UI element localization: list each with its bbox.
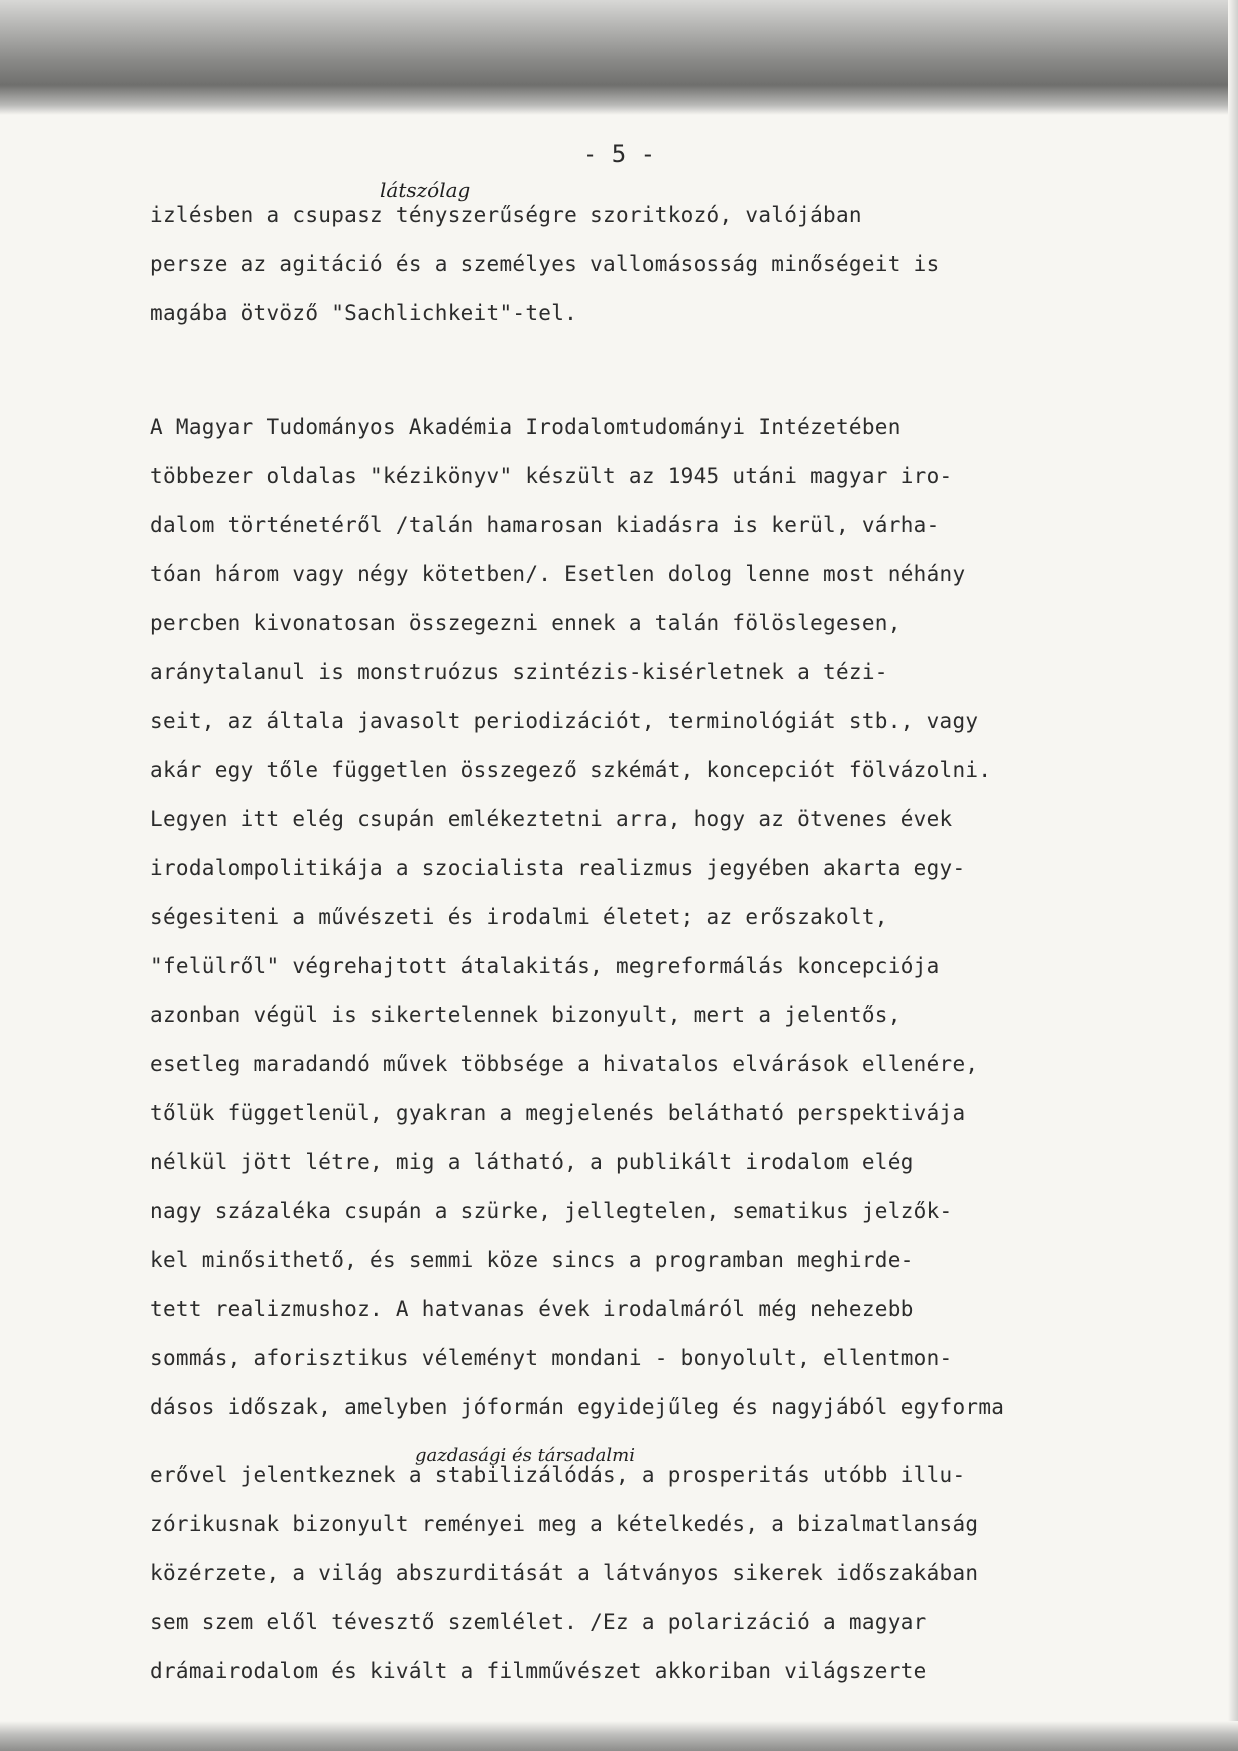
text-line: ségesiteni a művészeti és irodalmi életet; az erőszakolt, — [150, 905, 888, 929]
scan-top-margin — [0, 0, 1238, 115]
text-line: izlésben a csupasz tényszerűségre szoritkozó, valójában — [150, 203, 862, 227]
text-line: drámairodalom és kivált a filmművészet akkoriban világszerte — [150, 1659, 927, 1683]
text-line: közérzete, a világ abszurditását a látványos sikerek időszakában — [150, 1561, 979, 1585]
text-line: magába ötvöző "Sachlichkeit"-tel. — [150, 301, 578, 325]
text-line: sem szem elől tévesztő szemlélet. /Ez a polarizáció a magyar — [150, 1610, 927, 1634]
text-line: Legyen itt elég csupán emlékeztetni arra, hogy az ötvenes évek — [150, 807, 953, 831]
scan-right-margin — [1228, 0, 1238, 1751]
text-line: tóan három vagy négy kötetben/. Esetlen dolog lenne most néhány — [150, 562, 966, 586]
text-line: A Magyar Tudományos Akadémia Irodalomtudományi Intézetében — [150, 415, 901, 439]
text-line: kel minősithető, és semmi köze sincs a programban meghirde- — [150, 1248, 914, 1272]
text-line: nagy százaléka csupán a szürke, jellegtelen, sematikus jelzők- — [150, 1199, 953, 1223]
text-line: irodalompolitikája a szocialista realizmus jegyében akarta egy- — [150, 856, 966, 880]
text-line: akár egy tőle független összegező szkémát, koncepciót fölvázolni. — [150, 758, 992, 782]
text-line: nélkül jött létre, mig a látható, a publikált irodalom elég — [150, 1150, 914, 1174]
text-line: dásos időszak, amelyben jóformán egyidejűleg és nagyjából egyforma — [150, 1395, 1005, 1419]
scan-bottom-margin — [0, 1721, 1238, 1751]
text-line: esetleg maradandó művek többsége a hivatalos elvárások ellenére, — [150, 1052, 979, 1076]
text-line: zórikusnak bizonyult reményei meg a kételkedés, a bizalmatlanság — [150, 1512, 979, 1536]
text-line: tőlük függetlenül, gyakran a megjelenés belátható perspektivája — [150, 1101, 966, 1125]
page-number: - 5 - — [582, 140, 656, 168]
text-line: persze az agitáció és a személyes vallomásosság minőségeit is — [150, 252, 940, 276]
handwritten-annotation: gazdasági és társadalmi — [415, 1445, 635, 1466]
handwritten-annotation: látszólag — [380, 178, 471, 202]
text-line: sommás, aforisztikus véleményt mondani - bonyolult, ellentmon- — [150, 1346, 953, 1370]
text-line: aránytalanul is monstruózus szintézis-kisérletnek a tézi- — [150, 660, 888, 684]
text-line: tett realizmushoz. A hatvanas évek irodalmáról még nehezebb — [150, 1297, 914, 1321]
text-line: percben kivonatosan összegezni ennek a talán fölöslegesen, — [150, 611, 901, 635]
text-line: seit, az általa javasolt periodizációt, terminológiát stb., vagy — [150, 709, 979, 733]
text-line: "felülről" végrehajtott átalakitás, megreformálás koncepciója — [150, 954, 940, 978]
text-line: többezer oldalas "kézikönyv" készült az 1945 utáni magyar iro- — [150, 464, 953, 488]
text-line: dalom történetéről /talán hamarosan kiadásra is kerül, várha- — [150, 513, 940, 537]
text-line: erővel jelentkeznek a stabilizálódás, a prosperitás utóbb illu- — [150, 1463, 966, 1487]
text-line: azonban végül is sikertelennek bizonyult, mert a jelentős, — [150, 1003, 901, 1027]
